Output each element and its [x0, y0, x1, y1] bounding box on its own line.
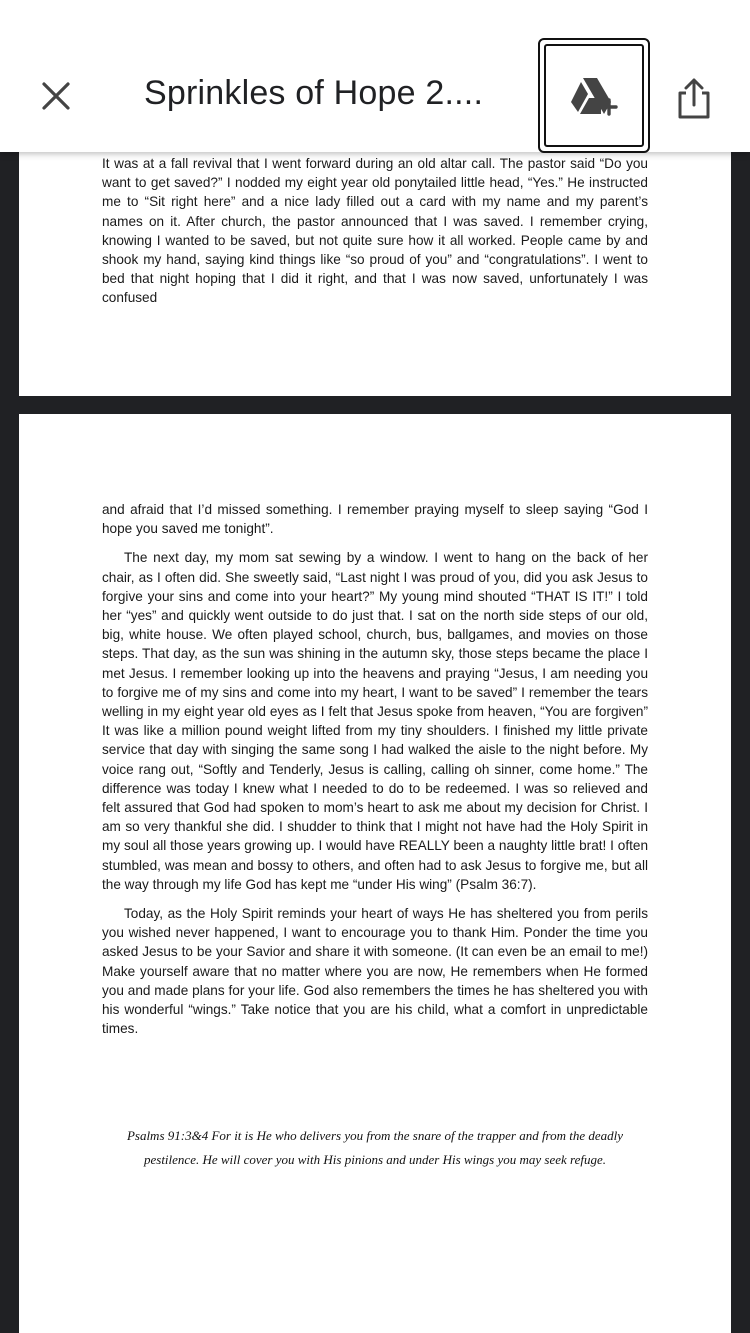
top-app-bar: [0, 0, 750, 152]
document-title: Sprinkles of Hope 2....: [144, 74, 484, 112]
page-2-text: [102, 500, 648, 1048]
add-to-drive-button[interactable]: [538, 38, 650, 153]
share-button[interactable]: [666, 70, 722, 126]
close-button[interactable]: [30, 70, 82, 122]
page-2-paragraph-3: Today, as the Holy Spirit reminds your heart of ways He has sheltered you from perils you wished never happened, I want to encourage you to thank Him. Ponder the time you asked Jesus to be your Savior and share it with someone. (It can even be an email to me!) Make yourself aware that no matter where you are now, He remembers when He formed you and made plans for your life. God also remembers the times he has sheltered you with his wonderful “wings.” Take notice that you are his child, what a comfort in unpredictable times.: [102, 906, 648, 1037]
page-2-paragraph-1: and afraid that I’d missed something. I remember praying myself to sleep saying “God I hope you saved me tonight”.: [102, 502, 648, 537]
share-icon: [676, 76, 712, 120]
page-1-text: [102, 154, 648, 318]
page-1-paragraph: It was at a fall revival that I went forward during an old altar call. The pastor said “Do you want to get saved?” I nodded my eight year old ponytailed little head, “Yes.” He instructed me to “Sit right here” and a nice lady filled out a card with my name and my parent’s names on it. After church, the pastor announced that I was saved. I remember crying, knowing I wanted to be saved, but not quite sure how it all worked. People came by and shook my hand, saying kind things like “so proud of you” and “congratulations”. I went to bed that night hoping that I did it right, and that I was now saved, unfortunately I was confused: [102, 156, 648, 306]
page-2-paragraph-2: The next day, my mom sat sewing by a window. I went to hang on the back of her chair, as I often did. She sweetly said, “Last night I was proud of you, did you ask Jesus to forgive your sins and come into your heart?” My young mind shouted “THAT IS IT!” I told her “yes” and quickly went outside to do just that. I sat on the north side steps of our old, big, white house. We often played school, church, bus, ballgames, and movies on those steps. That day, as the sun was shining in the autumn sky, those steps became the place I met Jesus. I remember looking up into the heavens and praying “Jesus, I am needing you to forgive me of my sins and come into my heart, I want to be saved” I remember the tears welling in my eight year old eyes as I felt that Jesus spoke from heaven, “You are forgiven” It was like a million pound weight lifted from my tiny shoulders. I finished my little private service that day with singing the same song I had walked the aisle to the night before. My voice rang out, “Softly and Tenderly, Jesus is calling, calling oh sinner, come home.” The difference was today I knew what I needed to do to be redeemed. I was so relieved and felt assured that God had spoken to mom’s heart to ask me about my decision for Christ. I am so very thankful she did. I shudder to think that I might not have had the Holy Spirit in my soul all those years growing up. I would have REALLY been a naughty little brat! I often stumbled, was mean and bossy to others, and often had to ask Jesus to forgive me, but all the way through my life God has kept me “under His wing” (Psalm 36:7).: [102, 550, 648, 892]
document-page-2: [19, 414, 731, 1333]
close-icon: [41, 81, 71, 111]
add-to-drive-icon: [569, 76, 619, 116]
scripture-quote: Psalms 91:3&4 For it is He who delivers you from the snare of the trapper and from the deadly pestilence. He will cover you with His pinions and under His wings you may seek refuge.: [126, 1128, 624, 1167]
